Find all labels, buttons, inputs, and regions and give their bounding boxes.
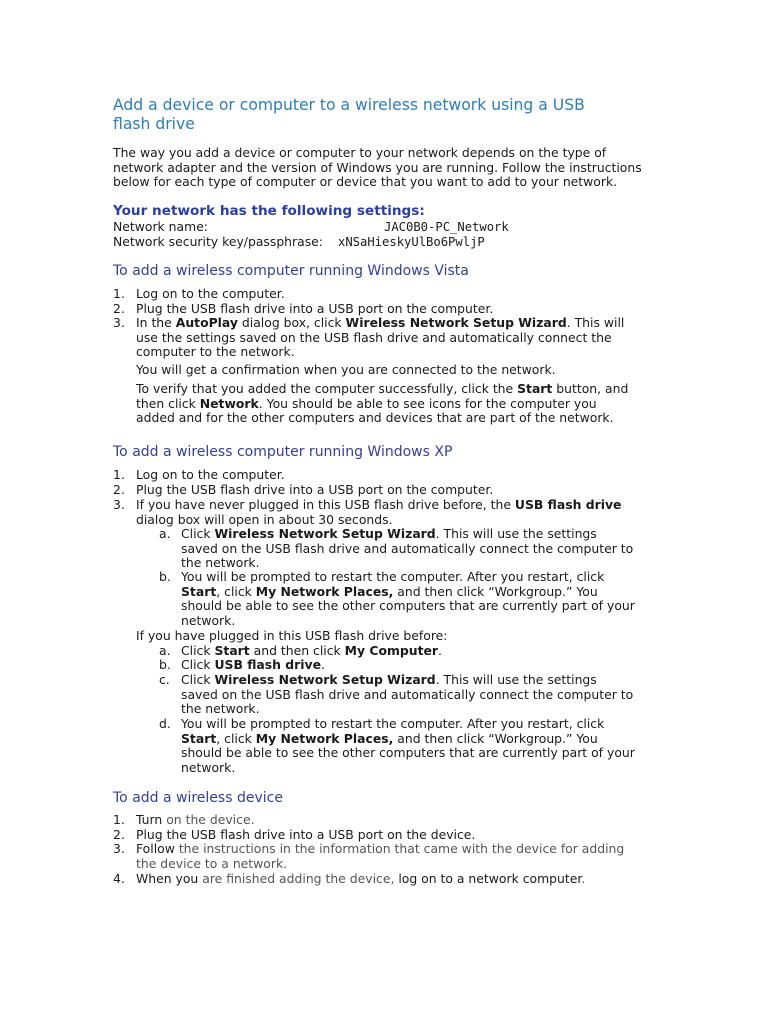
- wizard-term: Wireless Network Setup Wizard: [214, 672, 436, 687]
- device-step-2-number: 2.: [113, 827, 125, 842]
- page-title-line-1: Add a device or computer to a wireless network using a USB: [113, 96, 585, 114]
- device-step-4-text: [136, 872, 585, 887]
- text-run: , click: [216, 583, 256, 599]
- xp-step-2-text: Plug the USB flash drive into a USB port on the computer.: [136, 482, 494, 497]
- text-line: network.: [181, 759, 236, 775]
- text-run: then click: [136, 395, 200, 411]
- vista-confirmation: You will get a confirmation when you are connected to the network.: [136, 362, 556, 377]
- vista-step-1: [113, 287, 125, 302]
- usb-flash-drive-term: USB flash drive: [514, 497, 622, 512]
- text-line: added and for the other computers and devices that are part of the network.: [136, 410, 614, 426]
- xp-step-2-number: 2.: [113, 482, 125, 497]
- text-run: In the: [136, 315, 176, 330]
- xp-step-3-text: [136, 498, 621, 527]
- xp-substep-b-number: b.: [159, 569, 171, 584]
- my-network-places-term: My Network Places,: [255, 730, 394, 746]
- text-line: You will be prompted to restart the computer. After you restart, click: [181, 716, 605, 731]
- text-run: log on to a network computer: [398, 871, 582, 886]
- device-step-2-text: Plug the USB flash drive into a USB port on the device.: [136, 827, 476, 842]
- device-step-1-number: 1.: [113, 812, 125, 827]
- xp-plugged-d-text: [181, 717, 635, 775]
- xp-plugged-c-number: c.: [159, 672, 170, 687]
- text-line: use the settings saved on the USB flash drive and automatically connect the: [136, 329, 612, 345]
- intro-paragraph: [113, 146, 642, 190]
- text-run: .: [438, 643, 442, 658]
- xp-plugged-b-text: [181, 658, 325, 673]
- xp-substep-a-number: a.: [159, 526, 171, 541]
- settings-section: [113, 203, 425, 220]
- vista-heading: To add a wireless computer running Windows Vista: [113, 263, 469, 279]
- vista-step-3: [113, 316, 125, 331]
- xp-substep-b-text: [181, 570, 635, 628]
- text-run: on the device.: [162, 812, 255, 827]
- text-run: Click: [181, 672, 215, 687]
- text-line: the network.: [181, 555, 260, 571]
- text-line: the network.: [181, 701, 260, 717]
- intro-line: The way you add a device or computer to your network depends on the type of: [113, 145, 607, 160]
- text-line: should be able to see the other computers that are currently part of your: [181, 745, 635, 761]
- autoplay-term: AutoPlay: [175, 315, 238, 330]
- xp-step-1-text: Log on to the computer.: [136, 467, 285, 482]
- page-title-line-2: flash drive: [113, 115, 195, 133]
- text-run: and then click: [249, 643, 345, 658]
- vista-step-2-text: Plug the USB flash drive into a USB port on the computer.: [136, 301, 494, 316]
- device-step-3-number: 3.: [113, 841, 125, 856]
- text-line: dialog box will open in about 30 seconds.: [136, 511, 393, 527]
- text-run: .: [320, 657, 325, 672]
- text-line: You will be prompted to restart the computer. After you restart, click: [181, 569, 605, 584]
- my-computer-term: My Computer: [344, 643, 439, 658]
- start-term: Start: [214, 643, 250, 658]
- xp-step-3-number: 3.: [113, 497, 125, 512]
- my-network-places-term: My Network Places,: [255, 583, 394, 599]
- settings-heading: Your network has the following settings:: [113, 203, 425, 219]
- text-run: . This will use the settings: [435, 526, 597, 541]
- step-number: 3.: [113, 315, 125, 330]
- wizard-term: Wireless Network Setup Wizard: [345, 315, 567, 330]
- start-term: Start: [181, 730, 217, 746]
- text-run: dialog box, click: [237, 315, 346, 330]
- text-run: Follow: [136, 841, 175, 856]
- text-run: When you: [136, 871, 199, 886]
- text-line: saved on the USB flash drive and automatically connect the computer to: [181, 686, 634, 702]
- xp-plugged-a-number: a.: [159, 643, 171, 658]
- text-line: the device to a network.: [136, 855, 288, 871]
- xp-plugged-d-number: d.: [159, 716, 171, 731]
- text-run: To verify that you added the computer successfully, click the: [136, 381, 518, 396]
- vista-step-3-text: [136, 316, 624, 360]
- text-run: and then click “Workgroup.” You: [393, 730, 598, 746]
- text-run: , click: [216, 730, 256, 746]
- text-line: saved on the USB flash drive and automatically connect the computer to: [181, 540, 634, 556]
- step-number: 2.: [113, 301, 125, 316]
- text-run: button, and: [552, 381, 629, 396]
- page-title: [113, 96, 585, 134]
- xp-heading: To add a wireless computer running Windows XP: [113, 444, 453, 460]
- device-step-3-text: [136, 842, 624, 871]
- device-step-1-text: [136, 813, 255, 828]
- usb-flash-drive-term: USB flash drive: [214, 657, 321, 672]
- security-key-value: xNSaHieskyUlBo6PwljP: [338, 235, 485, 249]
- text-line: network.: [181, 612, 236, 628]
- text-run: Click: [181, 657, 215, 672]
- xp-plugged-b-number: b.: [159, 657, 171, 672]
- intro-line: below for each type of computer or device that you want to add to your network.: [113, 174, 618, 190]
- text-run: . You should be able to see icons for the computer you: [258, 395, 597, 411]
- security-key-label: Network security key/passphrase:: [113, 234, 323, 249]
- network-term: Network: [199, 395, 259, 411]
- text-run: . This will use the settings: [435, 672, 597, 687]
- device-step-4-number: 4.: [113, 871, 125, 886]
- xp-step-1-number: 1.: [113, 467, 125, 482]
- vista-step-1-text: Log on to the computer.: [136, 286, 285, 301]
- text-line: computer to the network.: [136, 344, 295, 360]
- wizard-term: Wireless Network Setup Wizard: [214, 526, 436, 541]
- device-heading: To add a wireless device: [113, 790, 283, 806]
- xp-plugged-c-text: [181, 673, 633, 717]
- xp-substep-a-text: [181, 527, 633, 571]
- text-run: .: [581, 871, 586, 886]
- text-line: should be able to see the other computers that are currently part of your: [181, 598, 635, 614]
- text-run: Turn: [136, 812, 163, 827]
- intro-line: network adapter and the version of Windows you are running. Follow the instructions: [113, 159, 642, 175]
- start-term: Start: [517, 381, 553, 396]
- network-name-label: Network name:: [113, 219, 208, 234]
- step-number: 1.: [113, 286, 125, 301]
- text-run: and then click “Workgroup.” You: [393, 583, 598, 599]
- network-name-value: JAC0B0-PC_Network: [384, 220, 509, 234]
- text-run: Click: [181, 643, 215, 658]
- text-run: are finished adding the device,: [198, 871, 399, 886]
- text-run: the instructions in the information that came with the device for adding: [174, 841, 625, 856]
- xp-plugged-before: If you have plugged in this USB flash drive before:: [136, 628, 448, 643]
- text-run: Click: [181, 526, 215, 541]
- text-run: . This will: [566, 315, 625, 330]
- text-run: If you have never plugged in this USB flash drive before, the: [136, 497, 515, 512]
- start-term: Start: [181, 583, 217, 599]
- vista-verify: [136, 382, 628, 426]
